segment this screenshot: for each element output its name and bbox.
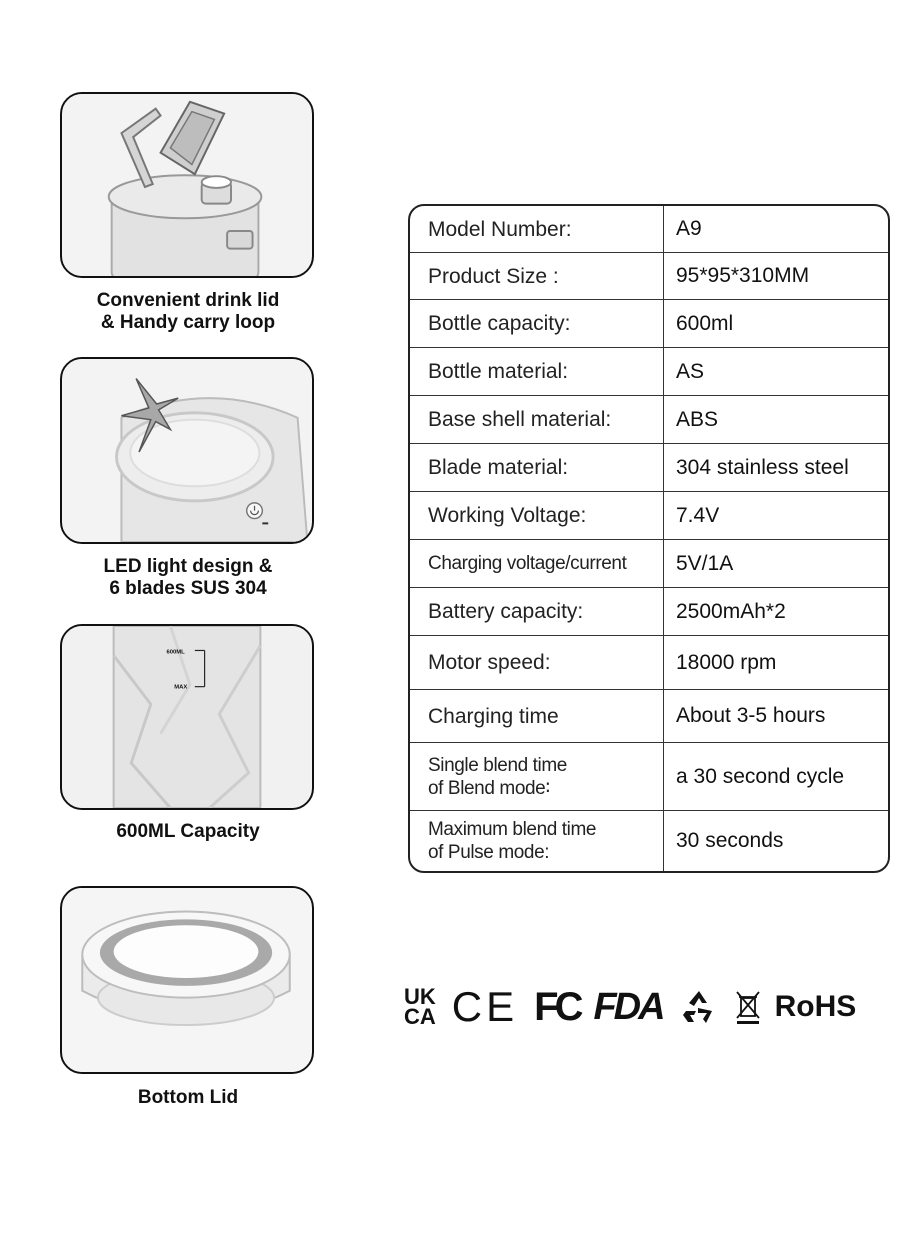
rohs-mark: RoHS — [774, 990, 857, 1023]
spec-label: Bottle capacity: — [410, 300, 664, 347]
spec-value: 30 seconds — [676, 829, 784, 852]
spec-label: Model Number: — [410, 206, 664, 252]
spec-row — [410, 396, 888, 444]
ce-mark: CE — [451, 983, 519, 1030]
feature-caption: Bottom Lid — [137, 1087, 239, 1108]
fda-mark: FDA — [593, 985, 663, 1028]
capacity-mark-600ml: 600ML — [166, 649, 185, 656]
spec-value: ABS — [676, 407, 719, 431]
spec-row — [410, 690, 888, 743]
spec-row — [410, 811, 888, 871]
drink-lid-icon — [62, 94, 312, 276]
spec-label: Charging voltage/current — [410, 540, 664, 587]
ukca-mark — [404, 984, 436, 1029]
spec-label: Bottle material: — [410, 348, 664, 395]
spec-label: Maximum blend time of Pulse mode: — [410, 811, 664, 871]
spec-label: Single blend time of Blend mode∶ — [410, 743, 664, 810]
spec-row — [410, 492, 888, 540]
feature-image-drink-lid — [60, 92, 314, 278]
certification-row — [404, 982, 894, 1032]
recycle-icon — [679, 987, 719, 1027]
feature-caption: LED light design & 6 blades SUS 304 — [103, 556, 273, 599]
blade-base-icon — [62, 359, 312, 542]
fc-mark: FC — [534, 984, 580, 1029]
spec-value: 5V/1A — [676, 551, 734, 575]
bottom-lid-icon — [62, 888, 312, 1072]
spec-row — [410, 444, 888, 492]
spec-row — [410, 253, 888, 300]
spec-row — [410, 588, 888, 636]
spec-label: Charging time — [410, 690, 664, 742]
spec-value: AS — [676, 359, 705, 383]
spec-value: a 30 second cycle — [676, 764, 845, 788]
spec-row — [410, 540, 888, 588]
spec-value: 18000 rpm — [676, 650, 777, 674]
spec-label: Base shell material: — [410, 396, 664, 443]
spec-row — [410, 348, 888, 396]
spec-label: Blade material: — [410, 444, 664, 491]
spec-table — [408, 204, 890, 873]
spec-row — [410, 636, 888, 690]
bottle-capacity-icon — [62, 626, 312, 808]
spec-row — [410, 743, 888, 811]
ukca-mark-top: UK — [404, 984, 436, 1009]
spec-value: About 3-5 hours — [676, 704, 826, 727]
spec-value: 95*95*310MM — [676, 264, 810, 287]
spec-label: Product Size : — [410, 253, 664, 299]
spec-value: 2500mAh*2 — [676, 599, 786, 623]
spec-value: A9 — [676, 217, 702, 240]
spec-label: Working Voltage: — [410, 492, 664, 539]
spec-row — [410, 300, 888, 348]
spec-value: 600ml — [676, 311, 734, 335]
crossed-bin-icon — [733, 988, 763, 1026]
feature-caption: Convenient drink lid & Handy carry loop — [96, 290, 280, 333]
spec-value: 304 stainless steel — [676, 455, 849, 479]
feature-image-bottom-lid — [60, 886, 314, 1074]
feature-caption: 600ML Capacity — [116, 821, 260, 842]
spec-label: Motor speed: — [410, 636, 664, 689]
spec-value: 7.4V — [676, 503, 720, 527]
spec-label: Battery capacity: — [410, 588, 664, 635]
ukca-mark-bottom: CA — [404, 1004, 436, 1029]
feature-image-led-blades — [60, 357, 314, 544]
spec-row — [410, 206, 888, 253]
capacity-mark-max: MAX — [174, 684, 188, 691]
feature-image-capacity — [60, 624, 314, 810]
